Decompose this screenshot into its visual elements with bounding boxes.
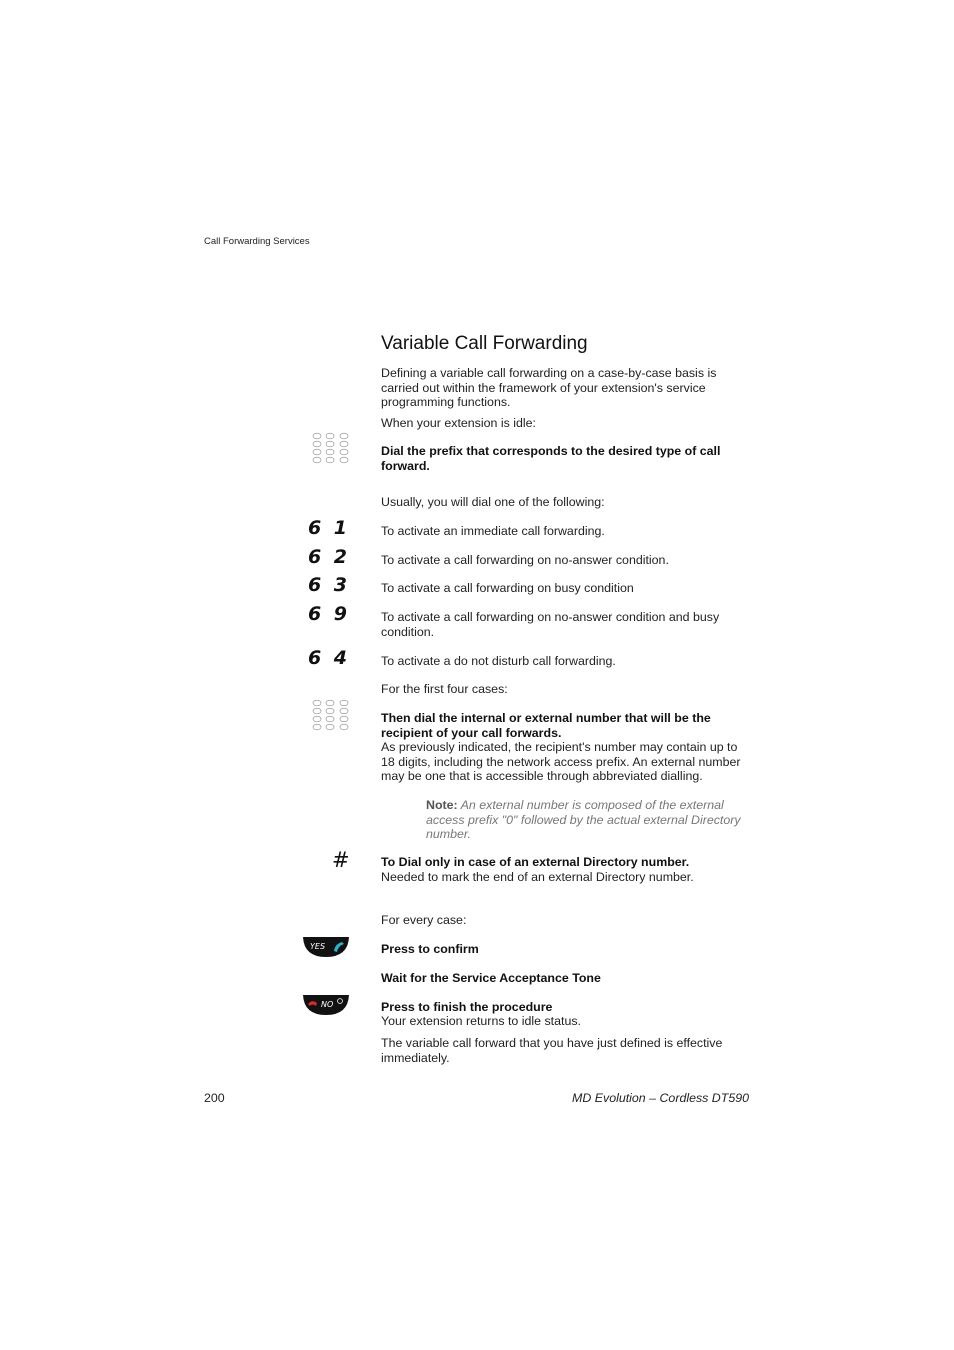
- option-text: To activate an immediate call forwarding.: [381, 524, 605, 538]
- step-confirm: Press to confirm: [381, 942, 479, 956]
- option-text: To activate a do not disturb call forwarding.: [381, 654, 616, 668]
- option-code: 6 2: [307, 546, 350, 568]
- page-title: Variable Call Forwarding: [381, 333, 588, 354]
- option-code: 6 1: [307, 517, 350, 539]
- step-finish-desc: Your extension returns to idle status.: [381, 1014, 581, 1028]
- step-hash: To Dial only in case of an external Directory number.: [381, 855, 690, 869]
- hash-key-icon: #: [332, 848, 350, 872]
- every-case-text: For every case:: [381, 913, 467, 927]
- usually-text: Usually, you will dial one of the following:: [381, 495, 605, 509]
- step-dial-prefix: Dial the prefix that corresponds to the desired type of call forward.: [381, 444, 721, 473]
- step-dial-number: Then dial the internal or external number that will be the recipient of your call forwards.: [381, 711, 711, 740]
- step-dial-number-desc: As previously indicated, the recipient's number may contain up to 18 digits, including the network access prefix. An external number may be one that is accessible through abbreviated dialling.: [381, 740, 741, 784]
- option-code: 6 4: [307, 647, 350, 669]
- no-key-icon: [302, 993, 350, 1017]
- note-label: Note:: [426, 798, 458, 812]
- intro-paragraph: Defining a variable call forwarding on a case-by-case basis is carried out within the framework of your extension's service programming functions.: [381, 366, 717, 410]
- option-code: 6 9: [307, 603, 350, 625]
- page-number: 200: [204, 1091, 225, 1105]
- first-four-text: For the first four cases:: [381, 682, 508, 696]
- option-text: To activate a call forwarding on no-answer condition.: [381, 553, 669, 567]
- option-text: To activate a call forwarding on no-answer condition and busy condition.: [381, 610, 720, 639]
- no-key-label: NO: [321, 1000, 334, 1009]
- yes-key-label: YES: [310, 942, 326, 951]
- when-idle-text: When your extension is idle:: [381, 416, 536, 430]
- option-text: To activate a call forwarding on busy condition: [381, 581, 634, 595]
- step-wait: Wait for the Service Acceptance Tone: [381, 971, 601, 985]
- running-header: Call Forwarding Services: [204, 236, 310, 247]
- keypad-icon: [311, 699, 351, 731]
- option-code: 6 3: [307, 574, 350, 596]
- closing-paragraph: The variable call forward that you have just defined is effective immediately.: [381, 1036, 723, 1065]
- product-name: MD Evolution – Cordless DT590: [572, 1091, 749, 1105]
- keypad-icon: [311, 432, 351, 464]
- step-finish: Press to finish the procedure: [381, 1000, 553, 1014]
- step-hash-desc: Needed to mark the end of an external Directory number.: [381, 870, 694, 884]
- note-text: An external number is composed of the external access prefix "0" followed by the actual external Directory number.: [426, 798, 741, 842]
- yes-key-icon: [302, 935, 350, 959]
- note-block: [426, 798, 751, 842]
